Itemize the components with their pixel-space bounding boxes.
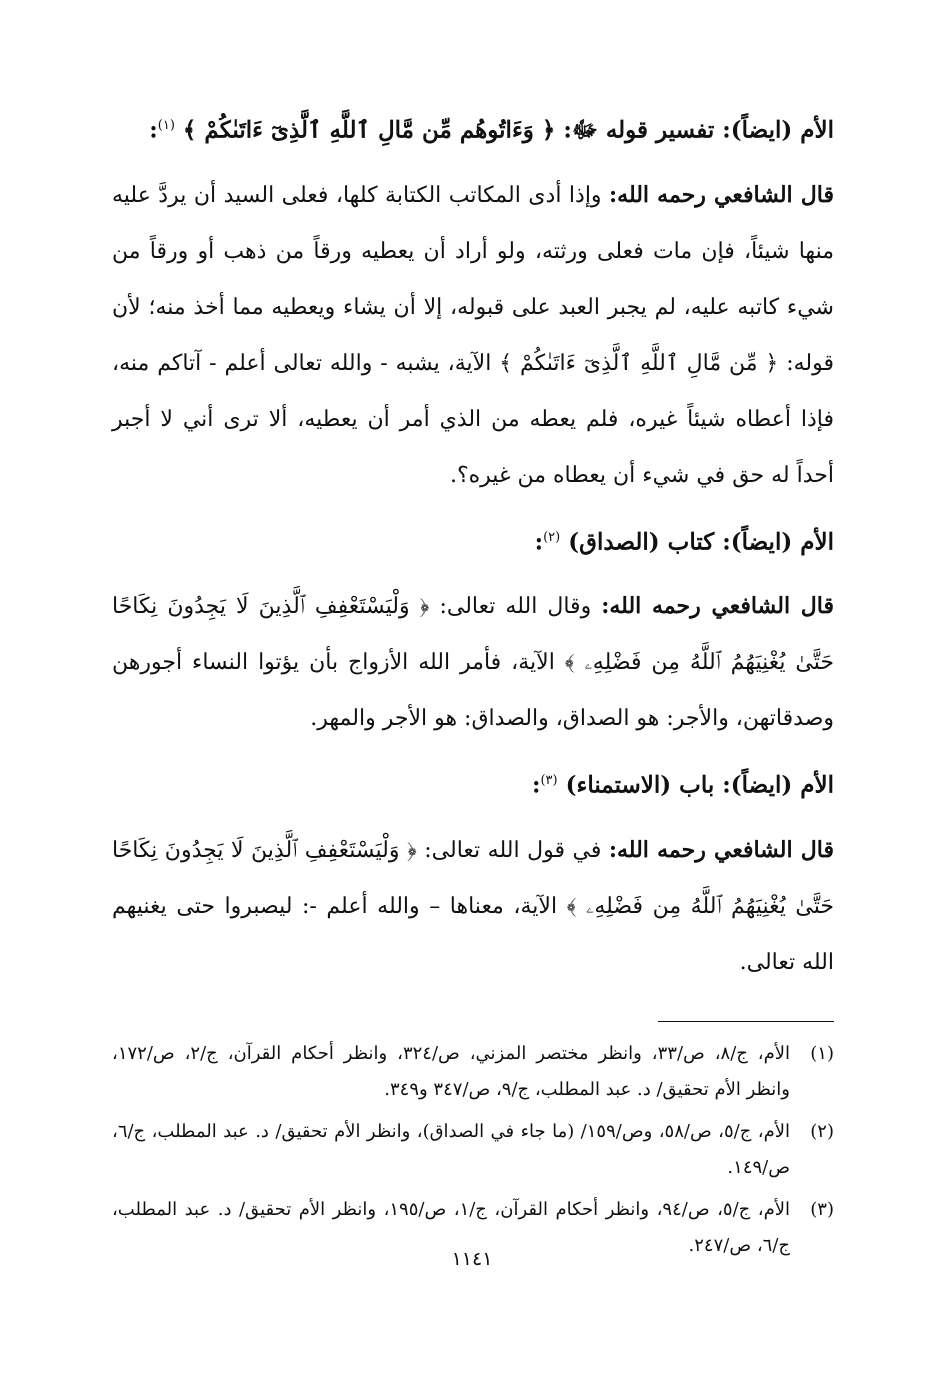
- footnote-2: [112, 1114, 834, 1186]
- section-heading-3: الأم (ايضاً): باب (الاستمناء) $^{(٣)}$:: [531, 771, 834, 799]
- section-text-1: وإذا أدى المكاتب الكتابة كلها، فعلى السيد أن يردَّ عليه منها شيئاً، فإن مات فعلى ورثته، ولو أراد أن يعطيه ورقاً من ذهب أو ورقاً من شيء كاتبه عليه، لم يجبر العبد على قبوله، إلا أن يشاء ويعطيه مما أخذ منه؛ لأن قوله: ﴿ مِّن مَّالِ ٱللَّهِ ٱلَّذِىٓ ءَاتَىٰكُمْ ﴾ الآية، يشبه - والله تعالى أعلم - آتاكم منه، فإذا أعطاه شيئاً غيره، فلم يعطه من الذي أمر أن يعطيه، ألا ترى أني لا أجبر أحداً له حق في شيء أن يعطاه من غيره؟.: [112, 182, 834, 488]
- footnote-ref-1: (١): [157, 118, 175, 133]
- speaker-label-2: قال الشافعي رحمه الله:: [601, 593, 835, 620]
- section-heading-1: الأم (ايضاً): تفسير قوله ﷻ: ﴿ وَءَاتُوهُم مِّن مَّالِ ٱللَّهِ ٱلَّذِىٓ ءَاتَىٰكُمْ ﴾ $^{(١)}$:: [149, 116, 834, 144]
- speaker-label-3: قال الشافعي رحمه الله:: [608, 836, 835, 863]
- footnote-text-3: الأم، ج/٥، ص/٩٤، وانظر أحكام القرآن، ج/١، ص/١٩٥، وانظر الأم تحقيق/ د. عبد المطلب، ج/٦، ص/٢٤٧.: [112, 1198, 791, 1256]
- footnote-ref-2: (٢): [543, 529, 561, 545]
- footnote-separator: [658, 1021, 834, 1022]
- section-body-3: [112, 822, 834, 991]
- footnote-text-2: الأم، ج/٥، ص/٥٨، وص/١٥٩/ (ما جاء في الصداق)، وانظر الأم تحقيق/ د. عبد المطلب، ج/٦، ص/١٤٩.: [112, 1120, 790, 1178]
- speaker-label-1: قال الشافعي رحمه الله:: [609, 181, 834, 208]
- footnote-number-1: (١): [810, 1042, 834, 1064]
- footnote-number-3: (٣): [810, 1198, 834, 1220]
- footnote-number-2: (٢): [810, 1120, 834, 1142]
- page-content: [112, 100, 834, 1330]
- section-body-2: [112, 578, 834, 747]
- footnote-1: [112, 1036, 834, 1108]
- footnote-text-1: الأم، ج/٨، ص/٣٣، وانظر مختصر المزني، ص/٣٢٤، وانظر أحكام القرآن، ج/٢، ص/١٧٢، وانظر الأم تحقيق/ د. عبد المطلب، ج/٩، ص/٣٤٧ و٣٤٩.: [112, 1042, 791, 1100]
- section-text-3: في قول الله تعالى: ﴿ وَلْيَسْتَعْفِفِ ٱلَّذِينَ لَا يَجِدُونَ نِكَاحًا حَتَّىٰ يُغْنِيَهُمُ ٱللَّهُ مِن فَضْلِهِۦ ﴾ الآية، معناها – والله أعلم -: ليصبروا حتى يغنيهم الله تعالى.: [112, 837, 834, 975]
- section-body-1: [112, 167, 834, 504]
- footnote-ref-3: (٣): [540, 773, 558, 789]
- section-text-2: وقال الله تعالى: ﴿ وَلْيَسْتَعْفِفِ ٱلَّذِينَ لَا يَجِدُونَ نِكَاحًا حَتَّىٰ يُغْنِيَهُمُ ٱللَّهُ مِن فَضْلِهِۦ ﴾ الآية، فأمر الله الأزواج بأن يؤتوا النساء أجورهن وصدقاتهن، والأجر: هو الصداق، والصداق: هو الأجر والمهر.: [112, 594, 834, 732]
- page-number: ١١٤١: [451, 1248, 493, 1270]
- section-heading-2: الأم (ايضاً): كتاب (الصداق) $^{(٢)}$:: [534, 528, 834, 556]
